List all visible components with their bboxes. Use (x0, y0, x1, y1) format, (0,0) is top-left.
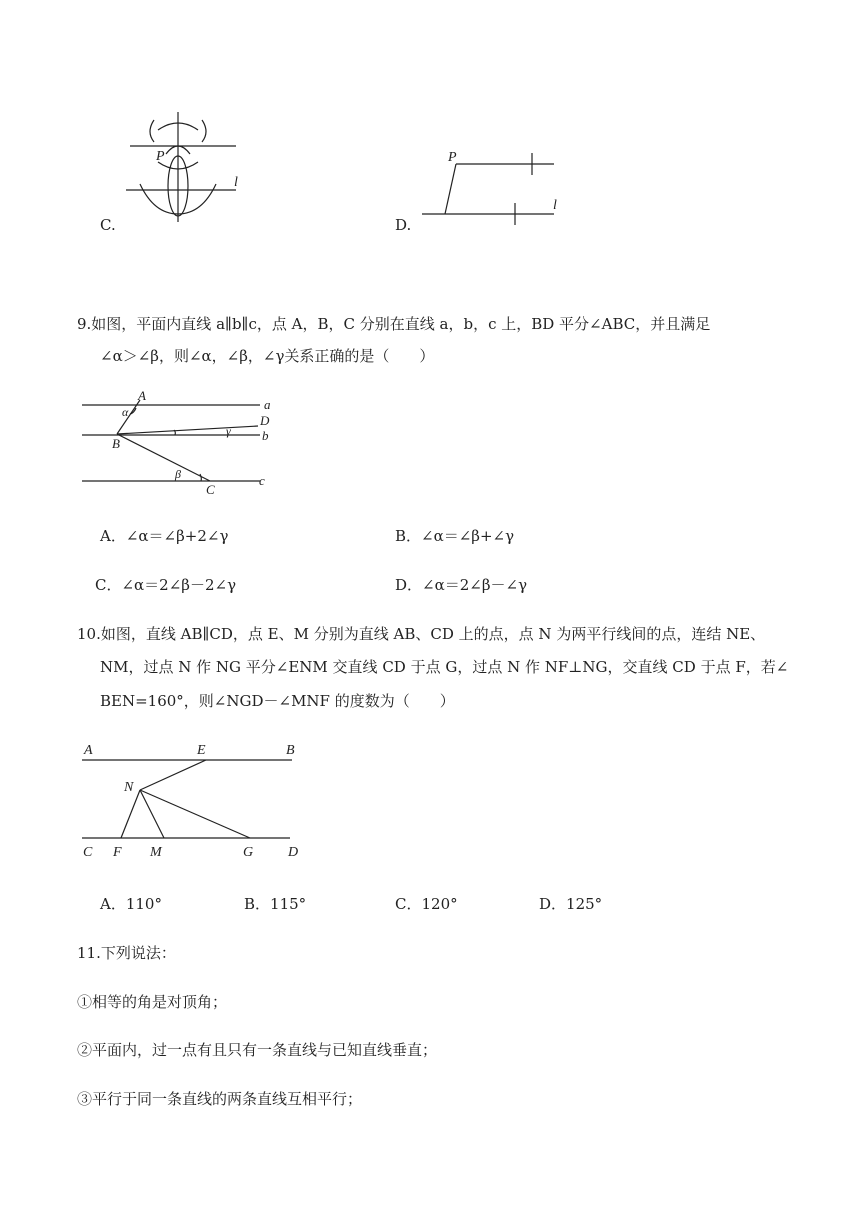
q10-label-E: E (197, 743, 206, 758)
q10-option-b: B．115° (244, 895, 307, 913)
q9-option-a: A．∠α＝∠β+2∠γ (100, 527, 229, 545)
q10-option-d: D．125° (539, 895, 603, 913)
q9-label-D: D (260, 413, 270, 428)
q10-option-a: A．110° (100, 895, 162, 913)
q8-figure-d (416, 145, 576, 225)
q10-stem-line3: BEN=160°，则∠NGD－∠MNF 的度数为（ ） (100, 692, 455, 710)
q10-label-M: M (150, 845, 162, 860)
q9-option-c: C．∠α＝2∠β－2∠γ (95, 576, 237, 594)
q10-label-A: A (84, 743, 93, 758)
q9-label-c: c (259, 473, 265, 488)
q9-label-alpha: α (122, 405, 129, 419)
q8-d-label-l: l (553, 198, 557, 213)
q9-option-d: D．∠α＝2∠β－∠γ (395, 576, 528, 594)
q8-option-c: C. (100, 216, 116, 234)
q9-figure (78, 388, 278, 498)
q9-label-A: A (138, 388, 146, 403)
q11-intro: 11.下列说法： (77, 944, 176, 962)
q10-stem-line2: NM，过点 N 作 NG 平分∠ENM 交直线 CD 于点 G，过点 N 作 NF⊥NG，交直线 CD 于点 F，若∠ (100, 658, 789, 676)
q10-label-D: D (288, 845, 299, 860)
q11-item-3: ③平行于同一条直线的两条直线互相平行； (77, 1090, 363, 1108)
q11-item-2: ②平面内，过一点有且只有一条直线与已知直线垂直； (77, 1041, 438, 1059)
q10-figure (78, 738, 308, 863)
q8-d-label-p: P (448, 150, 457, 165)
q10-label-B: B (286, 743, 295, 758)
q8-figure-c (118, 108, 248, 228)
q8-option-d: D. (395, 216, 412, 234)
q9-option-b: B．∠α＝∠β+∠γ (395, 527, 515, 545)
q10-label-C: C (83, 845, 93, 860)
q9-label-gamma: γ (226, 424, 231, 438)
q9-label-B: B (112, 436, 120, 451)
q11-item-1: ①相等的角是对顶角； (77, 993, 228, 1011)
q8-c-label-p: P (156, 149, 165, 164)
q10-label-G: G (243, 845, 254, 860)
q9-label-beta: β (175, 467, 181, 481)
q10-stem-line1: 10.如图，直线 AB∥CD，点 E、M 分别为直线 AB、CD 上的点，点 N 为两平行线间的点，连结 NE、 (77, 625, 766, 643)
q9-stem-line2: ∠α＞∠β，则∠α，∠β，∠γ关系正确的是（ ） (100, 347, 435, 365)
q8-c-label-l: l (234, 175, 238, 190)
q9-stem-line1: 9.如图，平面内直线 a∥b∥c，点 A，B，C 分别在直线 a，b，c 上，BD 平分∠ABC，并且满足 (77, 315, 711, 333)
q10-label-F: F (113, 845, 122, 860)
q10-option-c: C．120° (395, 895, 458, 913)
q10-label-N: N (124, 780, 134, 795)
q9-label-a: a (264, 397, 271, 412)
q9-label-b: b (262, 428, 269, 443)
q9-label-C: C (206, 482, 215, 497)
